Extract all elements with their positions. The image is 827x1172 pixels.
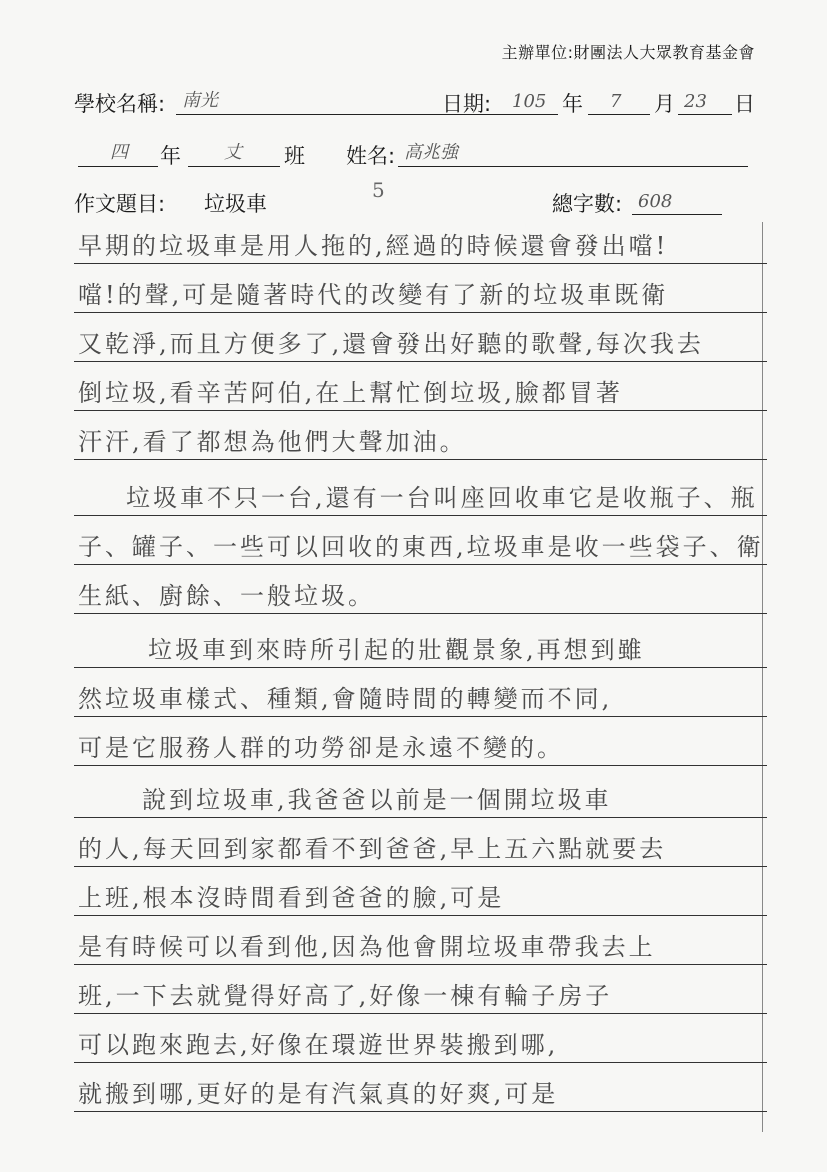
essay-line: 倒垃圾,看辛苦阿伯,在上幫忙倒垃圾,臉都冒著	[78, 379, 623, 407]
essay-line: 生紙、廚餘、一般垃圾。	[78, 582, 375, 610]
ruled-line	[74, 667, 767, 668]
ruled-line	[74, 765, 767, 766]
ruled-line	[74, 915, 767, 916]
ruled-line	[74, 410, 767, 411]
essay-line: 可是它服務人群的功勞卻是永遠不變的。	[78, 734, 564, 762]
essay-line: 早期的垃圾車是用人拖的,經過的時候還會發出噹!	[78, 232, 669, 260]
essay-line: 上班,根本沒時間看到爸爸的臉,可是	[78, 884, 505, 912]
essay-line: 的人,每天回到家都看不到爸爸,早上五六點就要去	[78, 835, 667, 863]
essay-line: 子、罐子、一些可以回收的東西,垃圾車是收一些袋子、衛	[78, 533, 764, 561]
month-label: 月	[654, 92, 675, 116]
header-row-class-name	[74, 140, 749, 170]
essay-line: 垃圾車到來時所引起的壯觀景象,再想到雖	[148, 636, 645, 664]
grade-label: 年	[160, 144, 181, 168]
essay-line: 汗汗,看了都想為他們大聲加油。	[78, 428, 467, 456]
name-field	[398, 140, 748, 167]
ruled-line	[74, 312, 767, 313]
ruled-line	[74, 1013, 767, 1014]
essay-line: 說到垃圾車,我爸爸以前是一個開垃圾車	[142, 786, 612, 814]
month-field	[588, 88, 650, 115]
year-value: 105	[512, 91, 547, 112]
date-label: 日期:	[442, 92, 492, 116]
name-value: 高兆強	[404, 142, 458, 163]
ruled-line	[74, 564, 767, 565]
essay-line: 又乾淨,而且方便多了,還會發出好聽的歌聲,每次我去	[78, 330, 704, 358]
essay-line: 垃圾車不只一台,還有一台叫座回收車它是收瓶子、瓶	[126, 484, 758, 512]
title-value: 垃圾車	[204, 192, 267, 216]
grade-value: 四	[110, 142, 128, 163]
ruled-line	[74, 361, 767, 362]
ruled-line	[74, 866, 767, 867]
essay-line: 是有時候可以看到他,因為他會開垃圾車帶我去上	[78, 933, 656, 961]
day-value: 23	[684, 91, 707, 112]
score-mark: 5	[372, 178, 385, 202]
count-value: 608	[638, 191, 673, 212]
month-value: 7	[610, 91, 622, 112]
essay-line: 班,一下去就覺得好高了,好像一棟有輪子房子	[78, 982, 613, 1010]
year-label: 年	[562, 92, 583, 116]
ruled-line	[74, 1062, 767, 1063]
day-label: 日	[734, 92, 755, 116]
grade-field	[78, 140, 158, 167]
class-field	[188, 140, 280, 167]
sponsor-line: 主辦單位:財團法人大眾教育基金會	[501, 43, 755, 62]
year-field	[506, 88, 558, 115]
ruled-line	[74, 459, 767, 460]
count-field	[632, 188, 722, 215]
class-label: 班	[284, 144, 305, 168]
school-value: 南光	[182, 90, 218, 111]
essay-line: 就搬到哪,更好的是有汽氣真的好爽,可是	[78, 1080, 559, 1108]
class-value: 丈	[224, 142, 242, 163]
ruled-line	[74, 263, 767, 264]
header-row-school-date	[74, 88, 755, 118]
title-label: 作文題目:	[74, 192, 166, 216]
header-row-title-count	[74, 178, 749, 218]
ruled-line	[74, 817, 767, 818]
ruled-line	[74, 964, 767, 965]
school-label: 學校名稱:	[74, 92, 166, 116]
essay-line: 噹!的聲,可是隨著時代的改變有了新的垃圾車既衛	[78, 281, 669, 309]
essay-line: 可以跑來跑去,好像在環遊世界裝搬到哪,	[78, 1031, 559, 1059]
name-label: 姓名:	[346, 144, 396, 168]
day-field	[678, 88, 732, 115]
essay-line: 然垃圾車樣式、種類,會隨時間的轉變而不同,	[78, 685, 613, 713]
count-label: 總字數:	[552, 192, 623, 216]
ruled-line	[74, 1111, 767, 1112]
ruled-line	[74, 515, 767, 516]
ruled-line	[74, 613, 767, 614]
ruled-line	[74, 716, 767, 717]
